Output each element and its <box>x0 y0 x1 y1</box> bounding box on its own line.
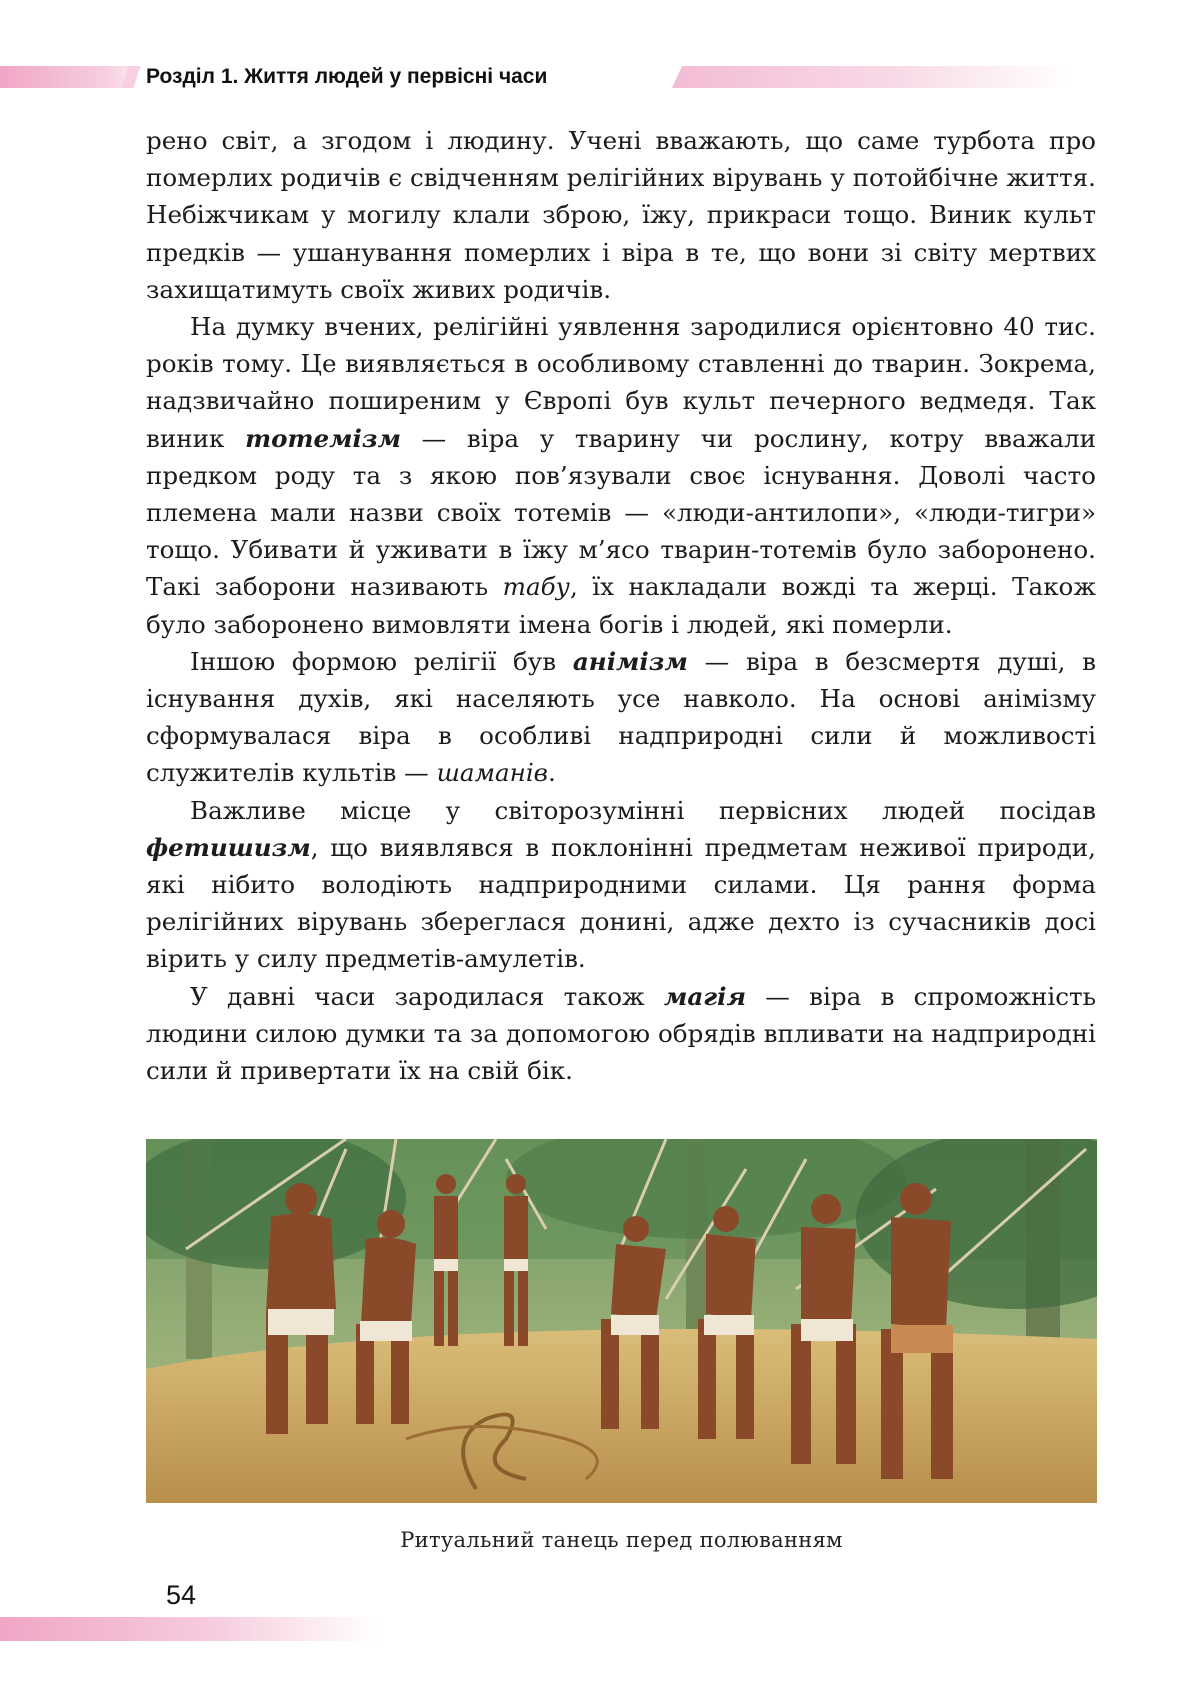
text-run: , що виявлявся в поклонінні предметам неживої природи, які нібито володіють надприродними силами. Ця рання форма релігійних вірувань збереглася донині, адже дехто із сучасників досі вірить у силу предметів-амулетів. <box>146 832 1096 974</box>
body-text <box>146 122 1096 1089</box>
text-run: Іншою формою релігії був <box>190 646 573 676</box>
key-term: анімізм <box>572 646 688 676</box>
italic-term: шаманів <box>436 758 549 788</box>
header-decor-right <box>672 66 1072 88</box>
italic-term: табу <box>502 572 570 602</box>
text-run: — віра у тварину чи рослину, котру вважали предком роду та з якою пов’язували своє існування. Доволі часто племена мали назви своїх тотемів — «люди-антилопи», «люди-тигри» тощо. Убивати й уживати в їжу м’ясо тварин-тотемів було заборонено. Такі заборони називають <box>146 423 1096 602</box>
figure-caption: Ритуальний танець перед полюванням <box>400 1528 843 1552</box>
text-run: На думку вчених, релігійні уявлення зародилися орієнтовно 40 тис. років тому. Це виявляється в особливому ставленні до тварин. Зокрема, надзвичайно поширеним у Європі був культ печерного ведмедя. Так виник <box>146 312 1096 453</box>
text-run: . <box>548 758 556 788</box>
page-number: 54 <box>166 1580 197 1610</box>
text-run: — віра в спроможність людини силою думки та за допомогою обрядів впливати на надприродні сили й привертати їх на свій бік. <box>146 981 1096 1086</box>
ritual-dance-illustration <box>146 1139 1097 1503</box>
key-term: тотемізм <box>245 423 401 453</box>
text-run: — віра в безсмертя душі, в існування духів, які населяють усе навколо. На основі анімізму сформувалася віра в особливі надприродні сили й можливості служителів культів — <box>146 646 1096 788</box>
text-run: , їх накладали вожді та жерці. Також було заборонено вимовляти імена богів і людей, які померли. <box>146 572 1096 639</box>
text-run: рено світ, а згодом і людину. Учені вважають, що саме турбота про померлих родичів є свідченням релігійних вірувань у потойбічне життя. Небіжчикам у могилу клали зброю, їжу, прикраси тощо. Виник культ предків — ушанування померлих і віра в те, що вони зі світу мертвих захищатимуть своїх живих родичів. <box>146 126 1096 304</box>
paragraph <box>146 643 1096 792</box>
key-term: магія <box>663 981 747 1011</box>
paragraph <box>146 792 1096 978</box>
paragraph <box>146 978 1096 1090</box>
footer-decor <box>0 1617 380 1641</box>
key-term: фетишизм <box>146 832 311 862</box>
chapter-title: Розділ 1. Життя людей у первісні часи <box>146 65 548 88</box>
text-run: Важливе місце у світорозумінні первісних людей посідав <box>190 795 1096 825</box>
paragraph <box>146 122 1096 308</box>
text-run: У давні часи зародилася також <box>190 981 664 1011</box>
paragraph <box>146 308 1096 643</box>
header-decor-left <box>0 66 133 88</box>
